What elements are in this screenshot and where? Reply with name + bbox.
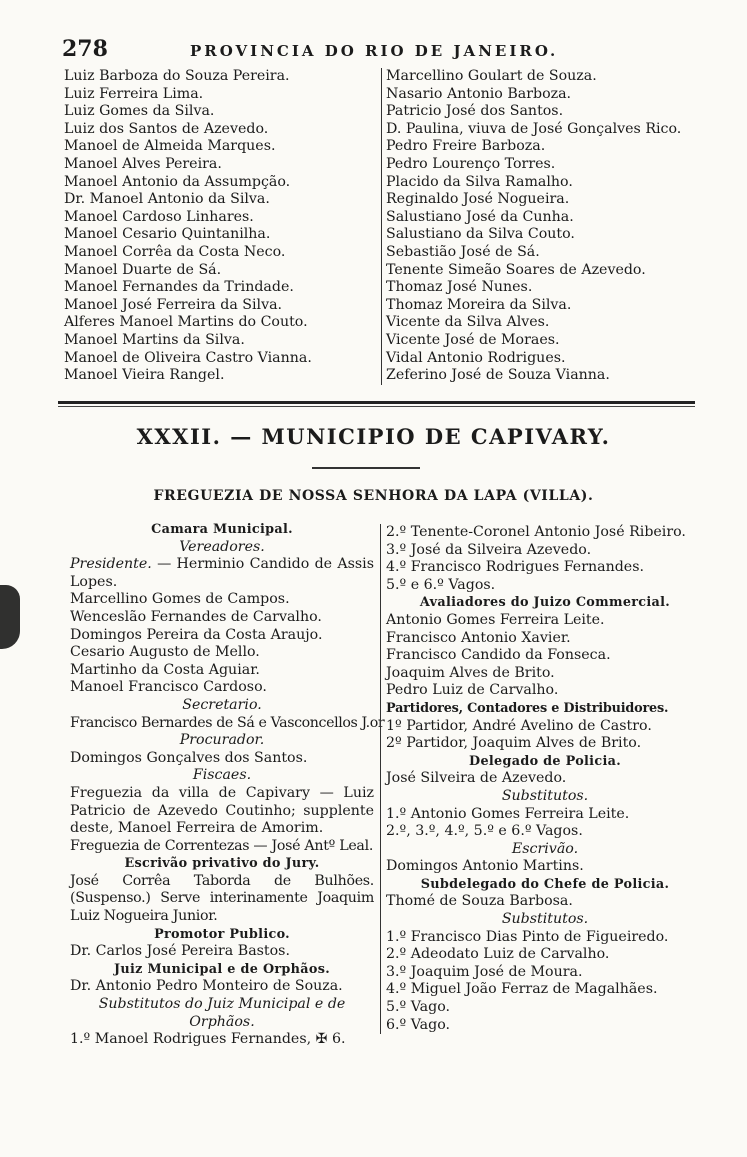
page-header: [62, 36, 692, 64]
delegado-escrivao-heading: Escrivão.: [511, 840, 579, 857]
list-item: Manoel Francisco Cardoso.: [70, 679, 267, 696]
delegado-substitutos-heading: Substitutos.: [501, 787, 589, 804]
list-item: 1.º Antonio Gomes Ferreira Leite.: [386, 805, 630, 822]
delegado-escrivao-entry: Domingos Antonio Martins.: [386, 858, 584, 875]
list-item: Sebastião José de Sá.: [386, 243, 540, 260]
fiscal-entry: Freguezia da villa de Capivary — Luiz Patricio de Azevedo Coutinho; supplente deste, Manoel Ferreira de Amorim.: [70, 784, 374, 837]
partidores-heading: Partidores, Contadores e Distribuidores.: [386, 700, 669, 716]
list-item: D. Paulina, viuva de José Gonçalves Rico.: [386, 120, 682, 137]
list-item: 4.º Francisco Rodrigues Fernandes.: [386, 559, 644, 576]
title-rule: [312, 467, 420, 469]
list-item: Luiz dos Santos de Azevedo.: [64, 120, 269, 137]
list-item: Thomaz Moreira da Silva.: [386, 296, 572, 313]
list-item: Martinho da Costa Aguiar.: [70, 661, 260, 678]
list-item: 5.º e 6.º Vagos.: [386, 576, 496, 593]
secretario-heading: Secretario.: [182, 696, 262, 713]
list-item: Patricio José dos Santos.: [386, 103, 564, 120]
list-item: Luiz Gomes da Silva.: [64, 103, 215, 120]
section-title: XXXII. — MUNICIPIO DE CAPIVARY.: [136, 424, 611, 449]
list-item: Antonio Gomes Ferreira Leite.: [386, 611, 605, 628]
list-item: 1.º Francisco Dias Pinto de Figueiredo.: [386, 928, 669, 945]
escrivao-jury-entry: José Corrêa Taborda de Bulhões. (Suspenso.) Serve interinamente Joaquim Luiz Nogueira Junior.: [70, 872, 374, 925]
list-item: Luiz Barboza do Souza Pereira.: [64, 68, 290, 84]
top-right-name-list: [381, 68, 706, 385]
section-divider-thin: [58, 406, 695, 407]
list-item: Wenceslão Fernandes de Carvalho.: [70, 608, 322, 625]
list-item: Vicente José de Moraes.: [386, 331, 560, 348]
fiscaes-heading: Fiscaes.: [192, 767, 252, 784]
list-item: Manoel Cardoso Linhares.: [64, 208, 254, 225]
list-item: Manoel Fernandes da Trindade.: [64, 279, 294, 296]
list-item: Reginaldo José Nogueira.: [386, 191, 570, 208]
list-item: Marcellino Goulart de Souza.: [386, 68, 597, 84]
list-item: 5.º Vago.: [386, 999, 451, 1016]
substitutos-juiz-heading: Substitutos do Juiz Municipal e de Orphãos.: [98, 996, 346, 1030]
subdelegado-entry: Thomé de Souza Barbosa.: [386, 893, 573, 910]
list-item: Manoel Alves Pereira.: [64, 155, 222, 172]
top-left-name-list: [64, 68, 376, 385]
escrivao-jury-heading: Escrivão privativo do Jury.: [124, 856, 320, 872]
list-item: Manoel Antonio da Assumpção.: [64, 173, 291, 190]
page-number: 278: [62, 36, 108, 62]
promotor-entry: Dr. Carlos José Pereira Bastos.: [70, 943, 290, 960]
presidente-entry: [70, 556, 374, 591]
juiz-entry: Dr. Antonio Pedro Monteiro de Souza.: [70, 978, 343, 995]
list-item: Manoel de Oliveira Castro Vianna.: [64, 349, 312, 366]
list-item: Nasario Antonio Barboza.: [386, 85, 572, 102]
list-item: Tenente Simeão Soares de Azevedo.: [386, 261, 646, 278]
procurador-entry: Domingos Gonçalves dos Santos.: [70, 749, 308, 766]
list-item: Manoel Corrêa da Costa Neco.: [64, 243, 286, 260]
list-item: 6.º Vago.: [386, 1016, 451, 1033]
list-item: 3.º José da Silveira Azevedo.: [386, 541, 592, 558]
list-item: Luiz Ferreira Lima.: [64, 85, 204, 102]
list-item: Pedro Freire Barboza.: [386, 138, 546, 155]
list-item: Manoel Cesario Quintanilha.: [64, 226, 271, 243]
delegado-entry: José Silveira de Azevedo.: [386, 770, 567, 787]
section-divider: [58, 401, 695, 404]
list-item: 4.º Miguel João Ferraz de Magalhães.: [386, 981, 658, 998]
list-item: Dr. Manoel Antonio da Silva.: [64, 191, 270, 208]
list-item: 2.º Tenente-Coronel Antonio José Ribeiro.: [386, 524, 686, 540]
list-item: 2.º, 3.º, 4.º, 5.º e 6.º Vagos.: [386, 823, 583, 840]
list-item: Manoel Vieira Rangel.: [64, 367, 225, 384]
list-item: Cesario Augusto de Mello.: [70, 644, 260, 661]
list-item: Manoel Martins da Silva.: [64, 331, 245, 348]
list-item: Manoel José Ferreira da Silva.: [64, 296, 283, 313]
list-item: 2º Partidor, Joaquim Alves de Brito.: [386, 735, 642, 752]
avaliadores-heading: Avaliadores do Juizo Commercial.: [419, 595, 671, 611]
list-item: Pedro Luiz de Carvalho.: [386, 682, 559, 699]
list-item: Vicente da Silva Alves.: [386, 314, 550, 331]
promotor-heading: Promotor Publico.: [154, 926, 290, 942]
list-item: Manoel Duarte de Sá.: [64, 261, 222, 278]
list-item: Placido da Silva Ramalho.: [386, 173, 573, 190]
right-column: [380, 524, 704, 1034]
secretario-entry: Francisco Bernardes de Sá e Vasconcellos J.or: [70, 714, 385, 731]
list-item: 1º Partidor, André Avelino de Castro.: [386, 717, 652, 734]
camara-heading: Camara Municipal.: [151, 522, 293, 537]
substituto-entry: 1.º Manoel Rodrigues Fernandes, ✠ 6.: [70, 1031, 346, 1048]
fiscal-entry: Freguezia de Correntezas — José Antº Leal.: [70, 837, 374, 854]
juiz-heading: Juiz Municipal e de Orphãos.: [114, 961, 330, 977]
list-item: 2.º Adeodato Luiz de Carvalho.: [386, 946, 610, 963]
presidente-text: — Herminio Candido de Assis Lopes.: [70, 556, 374, 590]
list-item: Manoel de Almeida Marques.: [64, 138, 276, 155]
list-item: Joaquim Alves de Brito.: [386, 664, 555, 681]
list-item: Domingos Pereira da Costa Araujo.: [70, 626, 323, 643]
subsection-title: FREGUEZIA DE NOSSA SENHORA DA LAPA (VILLA).: [153, 488, 594, 504]
delegado-heading: Delegado de Policia.: [469, 753, 621, 769]
presidente-label: Presidente.: [70, 556, 152, 573]
list-item: Francisco Candido da Fonseca.: [386, 647, 611, 664]
left-column: [70, 521, 385, 1049]
list-item: Zeferino José de Souza Vianna.: [386, 367, 610, 384]
list-item: Vidal Antonio Rodrigues.: [386, 349, 566, 366]
list-item: Marcellino Gomes de Campos.: [70, 591, 290, 608]
vereadores-heading: Vereadores.: [179, 538, 265, 555]
ink-blot-decoration: [0, 585, 20, 649]
subdelegado-heading: Subdelegado do Chefe de Policia.: [420, 876, 670, 892]
running-title: PROVINCIA DO RIO DE JANEIRO.: [190, 42, 559, 60]
subdelegado-substitutos-heading: Substitutos.: [501, 911, 589, 928]
list-item: Alferes Manoel Martins do Couto.: [64, 314, 308, 331]
list-item: Pedro Lourenço Torres.: [386, 155, 556, 172]
list-item: Thomaz José Nunes.: [386, 279, 533, 296]
list-item: Francisco Antonio Xavier.: [386, 629, 571, 646]
list-item: Salustiano José da Cunha.: [386, 208, 574, 225]
list-item: 3.º Joaquim José de Moura.: [386, 963, 583, 980]
list-item: Salustiano da Silva Couto.: [386, 226, 575, 243]
procurador-heading: Procurador.: [179, 732, 265, 749]
